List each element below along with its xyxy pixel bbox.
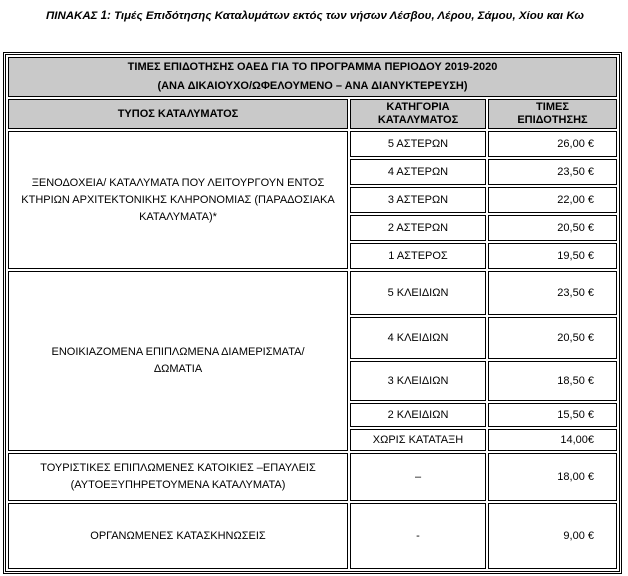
table-title (8, 57, 617, 97)
price-cell (488, 187, 617, 213)
price-cell (488, 317, 617, 359)
header-category (350, 99, 486, 129)
price-value: 22,00 € (557, 193, 594, 206)
category-label: - (416, 529, 420, 542)
category-cell (350, 243, 486, 269)
category-cell (350, 271, 486, 315)
group-type-rooms (8, 271, 348, 451)
price-cell (488, 453, 617, 501)
header-type-label: ΤΥΠΟΣ ΚΑΤΑΛΥΜΑΤΟΣ (117, 107, 239, 120)
category-cell (350, 429, 486, 451)
header-price-line-2: ΕΠΙΔΟΤΗΣΗΣ (517, 114, 588, 126)
group-type-villas (8, 453, 348, 501)
price-value: 23,50 € (557, 165, 594, 178)
category-label: 5 ΚΛΕΙΔΙΩΝ (387, 286, 449, 299)
price-cell (488, 271, 617, 315)
category-cell (350, 503, 486, 569)
header-category-line-2: ΚΑΤΑΛΥΜΑΤΟΣ (377, 114, 459, 126)
category-label: 2 ΚΛΕΙΔΙΩΝ (387, 408, 449, 421)
price-cell (488, 361, 617, 401)
category-cell (350, 361, 486, 401)
group-type-hotels (8, 131, 348, 269)
category-cell (350, 317, 486, 359)
price-value: 20,50 € (557, 221, 594, 234)
group-type-campsites (8, 503, 348, 569)
price-cell (488, 243, 617, 269)
price-value: 9,00 € (563, 529, 594, 542)
category-label: – (414, 470, 422, 483)
price-value: 26,00 € (557, 137, 594, 150)
price-value: 18,00 € (557, 470, 594, 483)
category-cell (350, 215, 486, 241)
subsidy-table (3, 52, 622, 574)
category-label: 4 ΚΛΕΙΔΙΩΝ (387, 331, 449, 344)
category-cell (350, 403, 486, 427)
table-title-line-1: ΤΙΜΕΣ ΕΠΙΔΟΤΗΣΗΣ ΟΑΕΔ ΓΙΑ ΤΟ ΠΡΟΓΡΑΜΜΑ ΠΕΡΙΟΔΟΥ 2019-2020 (127, 61, 498, 73)
price-value: 18,50 € (557, 374, 594, 387)
header-price-line-1: ΤΙΜΕΣ (536, 101, 569, 113)
category-cell (350, 453, 486, 501)
price-cell (488, 429, 617, 451)
category-cell (350, 187, 486, 213)
price-value: 14,00€ (560, 433, 594, 446)
category-cell (350, 159, 486, 185)
price-value: 23,50 € (557, 286, 594, 299)
group-type-rooms-label: ΕΝΟΙΚΙΑΖΟΜΕΝΑ ΕΠΙΠΛΩΜΕΝΑ ΔΙΑΜΕΡΙΣΜΑΤΑ/ ΔΩΜΑΤΙΑ (51, 346, 305, 375)
group-type-villas-label: ΤΟΥΡΙΣΤΙΚΕΣ ΕΠΙΠΛΩΜΕΝΕΣ ΚΑΤΟΙΚΙΕΣ –ΕΠΑΥΛΕΙΣ (ΑΥΤΟΕΞΥΠΗΡΕΤΟΥΜΕΝΑ ΚΑΤΑΛΥΜΑΤΑ) (40, 462, 316, 491)
header-category-line-1: ΚΑΤΗΓΟΡΙΑ (386, 101, 450, 113)
price-cell (488, 159, 617, 185)
price-cell (488, 503, 617, 569)
group-type-campsites-label: ΟΡΓΑΝΩΜΕΝΕΣ ΚΑΤΑΣΚΗΝΩΣΕΙΣ (90, 529, 266, 542)
category-label: 5 ΑΣΤΕΡΩΝ (387, 137, 449, 150)
price-cell (488, 131, 617, 157)
price-cell (488, 403, 617, 427)
price-value: 20,50 € (557, 331, 594, 344)
category-label: ΧΩΡΙΣ ΚΑΤΑΤΑΞΗ (372, 433, 464, 446)
price-value: 19,50 € (557, 249, 594, 262)
category-label: 3 ΚΛΕΙΔΙΩΝ (387, 374, 449, 387)
category-label: 2 ΑΣΤΕΡΩΝ (387, 221, 449, 234)
group-type-hotels-label: ΞΕΝΟΔΟΧΕΙΑ/ ΚΑΤΑΛΥΜΑΤΑ ΠΟΥ ΛΕΙΤΟΥΡΓΟΥΝ ΕΝΤΟΣ ΚΤΗΡΙΩΝ ΑΡΧΙΤΕΚΤΟΝΙΚΗΣ ΚΛΗΡΟΝΟΜΙΑΣ (ΠΑΡΑΔΟΣΙΑΚΑ ΚΑΤΑΛΥΜΑΤΑ)* (21, 176, 335, 223)
price-cell (488, 215, 617, 241)
category-cell (350, 131, 486, 157)
category-label: 4 ΑΣΤΕΡΩΝ (387, 165, 449, 178)
category-label: 3 ΑΣΤΕΡΩΝ (387, 193, 449, 206)
price-value: 15,50 € (557, 408, 594, 421)
table-title-line-2: (ΑΝΑ ΔΙΚΑΙΟΥΧΟ/ΩΦΕΛΟΥΜΕΝΟ – ΑΝΑ ΔΙΑΝΥΚΤΕΡΕΥΣΗ) (157, 80, 468, 92)
header-type (8, 99, 348, 129)
header-price (488, 99, 617, 129)
table-caption: ΠΙΝΑΚΑΣ 1: Τιμές Επιδότησης Καταλυμάτων εκτός των νήσων Λέσβου, Λέρου, Σάμου, Χίου και Κω (46, 10, 584, 22)
category-label: 1 ΑΣΤΕΡΟΣ (388, 249, 448, 262)
